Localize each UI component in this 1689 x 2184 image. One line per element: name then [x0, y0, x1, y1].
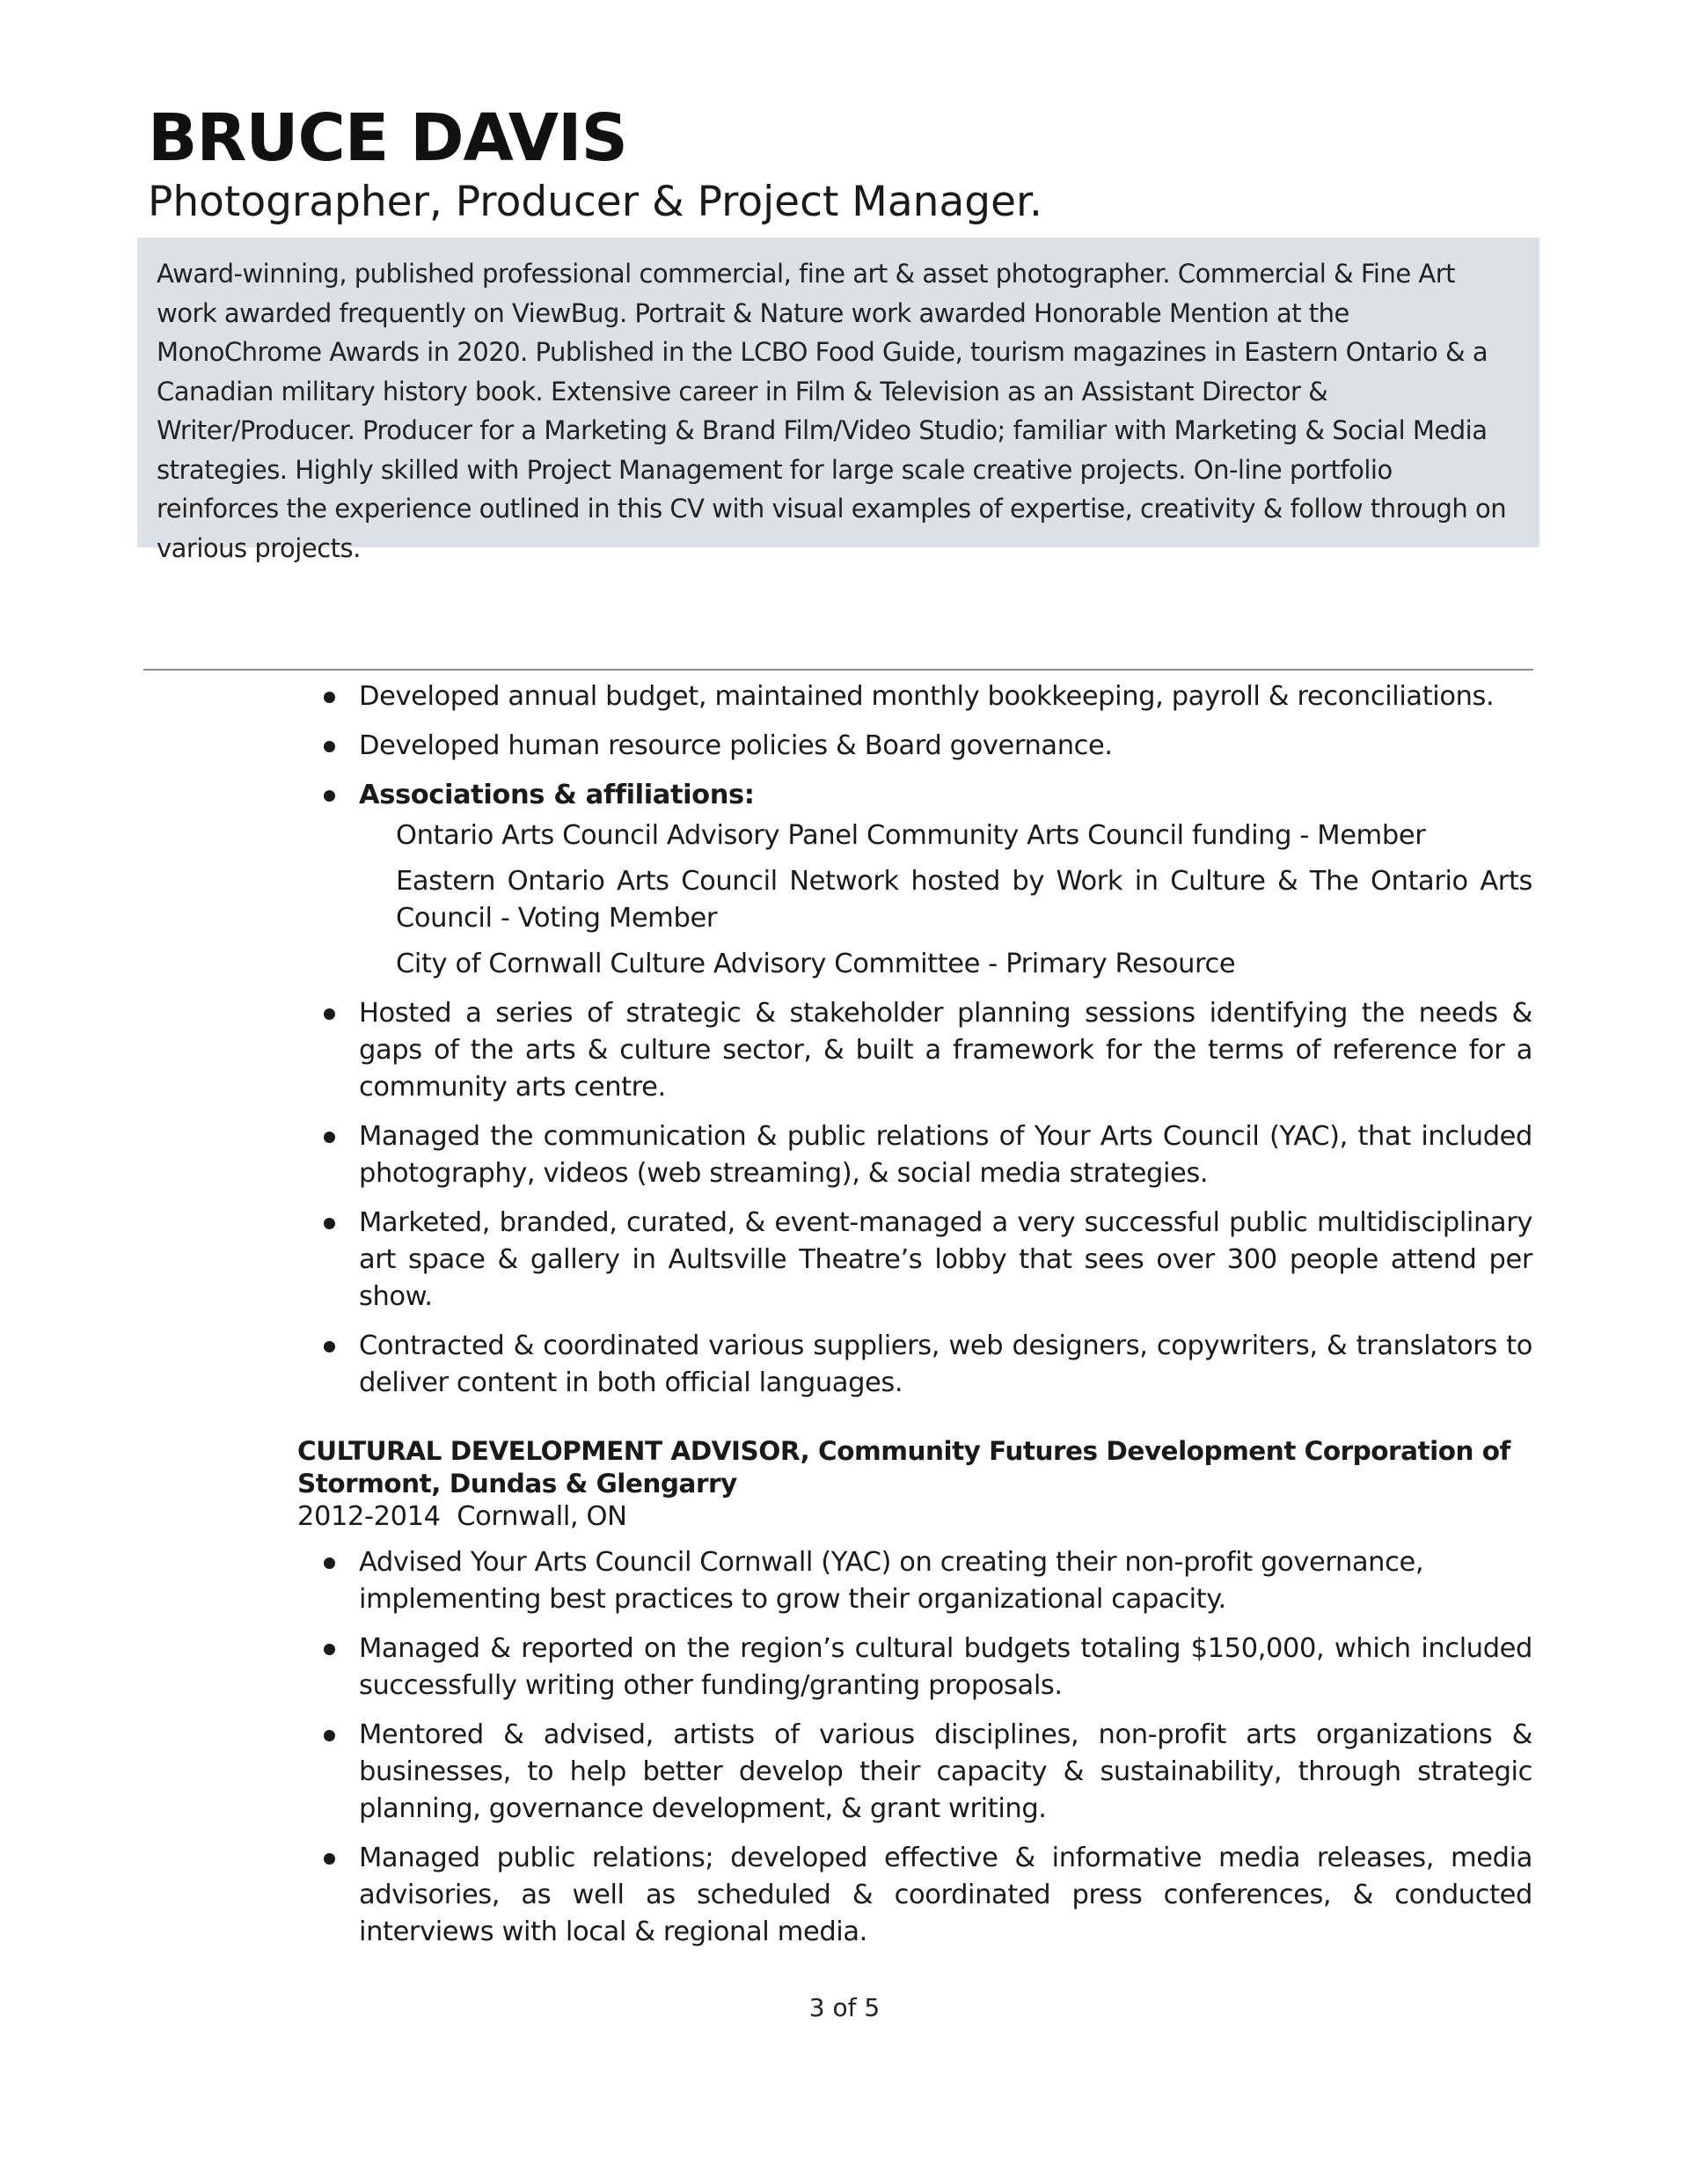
list-item: Marketed, branded, curated, & event-managed a very successful public multidisciplinary art space & gallery in Aultsville Theatre’s lobby that sees over 300 people attend per show.	[297, 1205, 1532, 1316]
summary-box	[137, 238, 1539, 563]
list-item: Managed & reported on the region’s cultural budgets totaling $150,000, which included successfully writing other funding/granting proposals.	[297, 1631, 1532, 1704]
list-item: Hosted a series of strategic & stakeholder planning sessions identifying the needs & gaps of the arts & culture sector, & built a framework for the terms of reference for a community arts centre.	[297, 995, 1532, 1106]
bullet-icon	[324, 692, 335, 703]
list-item: Developed human resource policies & Board governance.	[297, 728, 1532, 765]
job-bullets	[297, 1544, 1532, 1951]
list-item: Managed public relations; developed effective & informative media releases, media advisories, as well as scheduled & coordinated press conferences, & conducted interviews with local & regional media.	[297, 1840, 1532, 1951]
list-item: Managed the communication & public relations of Your Arts Council (YAC), that included photography, videos (web streaming), & social media strategies.	[297, 1118, 1532, 1192]
bullet-icon	[324, 1853, 335, 1865]
summary-text: Award-winning, published professional commercial, fine art & asset photographer. Commercial & Fine Art work awarded frequently on ViewBug. Portrait & Nature work awarded Honorable Mention at the MonoChrome Awards in 2020. Published in the LCBO Food Guide, tourism magazines in Eastern Ontario & a Canadian military history book. Extensive career in Film & Television as an Assistant Director & Writer/Producer. Producer for a Marketing & Brand Film/Video Studio; familiar with Marketing & Social Media strategies. Highly skilled with Project Management for large scale creative projects. On-line portfolio reinforces the experience outlined in this CV with visual examples of expertise, creativity & follow through on various projects.	[157, 259, 1507, 563]
bullet-icon	[324, 1557, 335, 1569]
job-dates: 2012-2014	[297, 1501, 441, 1532]
job-title: CULTURAL DEVELOPMENT ADVISOR, Community Futures Development Corporation of Stormont, Dundas & Glengarry	[297, 1436, 1510, 1499]
bullet-icon	[324, 1730, 335, 1741]
job-location: Cornwall, ON	[457, 1501, 627, 1532]
section-divider	[143, 669, 1533, 671]
resume-body	[297, 678, 1532, 1963]
bullet-icon	[324, 1218, 335, 1229]
bullet-icon	[324, 1008, 335, 1020]
associations-list	[359, 817, 1532, 983]
bullet-icon	[324, 790, 335, 802]
bullet-icon	[324, 1132, 335, 1143]
resume-subtitle: Photographer, Producer & Project Manager.	[148, 178, 1042, 226]
list-item: Contracted & coordinated various suppliers, web designers, copywriters, & translators to deliver content in both official languages.	[297, 1328, 1532, 1402]
association-item: Eastern Ontario Arts Council Network hosted by Work in Culture & The Ontario Arts Council - Voting Member	[396, 866, 1532, 934]
list-item: Mentored & advised, artists of various disciplines, non-profit arts organizations & businesses, to help better develop their capacity & sustainability, through strategic planning, governance development, & grant writing.	[297, 1717, 1532, 1828]
list-item: Advised Your Arts Council Cornwall (YAC) on creating their non-profit governance, implementing best practices to grow their organizational capacity.	[297, 1544, 1532, 1618]
page-number: 3 of 5	[808, 1993, 881, 2022]
associations-heading: Associations & affiliations:	[359, 780, 755, 810]
list-item: Developed annual budget, maintained monthly bookkeeping, payroll & reconciliations.	[297, 678, 1532, 715]
resume-name: BRUCE DAVIS	[148, 100, 627, 176]
associations-item	[297, 777, 1532, 983]
job-meta	[297, 1500, 1532, 1534]
association-item: City of Cornwall Culture Advisory Committee - Primary Resource	[396, 949, 1236, 979]
previous-role-bullets	[297, 678, 1532, 1402]
association-item: Ontario Arts Council Advisory Panel Community Arts Council funding - Member	[396, 820, 1426, 851]
bullet-icon	[324, 741, 335, 752]
bullet-icon	[324, 1644, 335, 1655]
bullet-icon	[324, 1341, 335, 1352]
